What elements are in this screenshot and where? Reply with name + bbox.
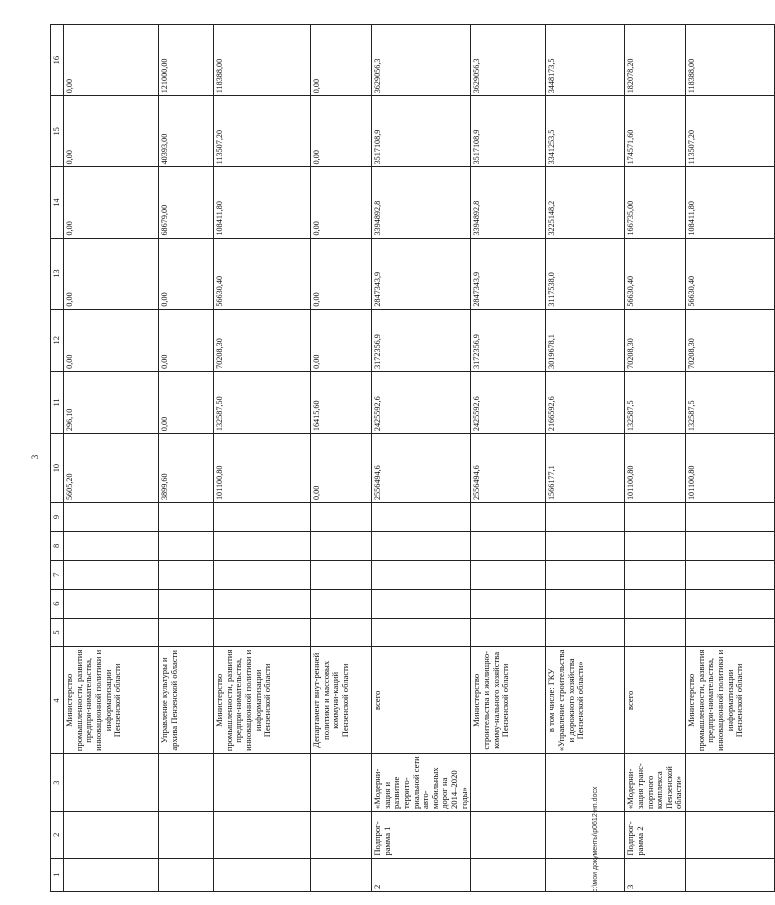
cell-col-3: «Модерни-зация и развитие террито-риальной сети авто-мобильных дорог на 2014–2020 годы»	[372, 754, 471, 812]
cell-col-14: 0,00	[64, 167, 159, 238]
cell-col-2	[471, 811, 546, 858]
cell-col-7	[471, 560, 546, 589]
cell-col-12: 0,00	[159, 309, 214, 371]
cell-col-7	[625, 560, 686, 589]
cell-col-1	[214, 858, 311, 891]
table-row	[214, 25, 311, 892]
page-number: 3	[30, 454, 40, 460]
cell-col-4: Министерство промышленности, развития предпри-нимательства, инновационной политики и информатизации Пензенской области	[64, 647, 159, 754]
cell-col-3	[686, 754, 775, 812]
column-number: 7	[51, 560, 64, 589]
cell-col-2	[311, 811, 372, 858]
cell-col-10: 1566177,1	[546, 434, 625, 503]
cell-col-10: 101100,80	[686, 434, 775, 503]
cell-col-15: 3517108,9	[471, 96, 546, 167]
cell-col-8	[311, 531, 372, 560]
cell-col-10: 2556494,6	[372, 434, 471, 503]
cell-col-10: 2556494,6	[471, 434, 546, 503]
table-row	[625, 25, 686, 892]
cell-col-2	[64, 811, 159, 858]
cell-col-7	[159, 560, 214, 589]
cell-col-3	[311, 754, 372, 812]
cell-col-4: Департамент внут-ренней политики и массовых коммуни-каций Пензенской области	[311, 647, 372, 754]
cell-col-11: 2425592,6	[372, 371, 471, 433]
cell-col-11: 132587,50	[214, 371, 311, 433]
cell-col-13: 2847343,9	[471, 238, 546, 309]
cell-col-9	[311, 503, 372, 532]
cell-col-13: 0,00	[311, 238, 372, 309]
column-number: 4	[51, 647, 64, 754]
cell-col-13: 56630,40	[214, 238, 311, 309]
cell-col-4: Министерство промышленности, развития предпри-нимательства, инновационной политики и информатизации Пензенской области	[686, 647, 775, 754]
cell-col-5	[159, 618, 214, 647]
cell-col-5	[214, 618, 311, 647]
cell-col-1: 3	[625, 858, 686, 891]
cell-col-8	[159, 531, 214, 560]
column-number: 10	[51, 434, 64, 503]
cell-col-3	[214, 754, 311, 812]
table-row	[686, 25, 775, 892]
cell-col-2: Подпрог-рамма 1	[372, 811, 471, 858]
cell-col-2	[686, 811, 775, 858]
cell-col-11: 16415,60	[311, 371, 372, 433]
file-path-footer: c:\мои документы\р0612-нп.docx	[592, 786, 599, 892]
cell-col-4: Министерство промышленности, развития предпри-нимательства, инновационной политики и информатизации Пензенской области	[214, 647, 311, 754]
cell-col-3	[471, 754, 546, 812]
cell-col-13: 3117538,0	[546, 238, 625, 309]
cell-col-15: 0,00	[64, 96, 159, 167]
cell-col-6	[686, 589, 775, 618]
cell-col-1	[311, 858, 372, 891]
cell-col-10: 3899,60	[159, 434, 214, 503]
cell-col-6	[311, 589, 372, 618]
cell-col-12: 3172356,9	[471, 309, 546, 371]
rotated-content	[30, 22, 745, 892]
cell-col-11: 2166592,6	[546, 371, 625, 433]
cell-col-5	[311, 618, 372, 647]
cell-col-6	[546, 589, 625, 618]
cell-col-5	[625, 618, 686, 647]
cell-col-12: 70208,30	[686, 309, 775, 371]
column-number: 11	[51, 371, 64, 433]
cell-col-16: 118388,00	[686, 25, 775, 96]
cell-col-9	[625, 503, 686, 532]
cell-col-12: 70208,30	[214, 309, 311, 371]
cell-col-12: 70208,30	[625, 309, 686, 371]
cell-col-14: 108411,80	[686, 167, 775, 238]
cell-col-9	[546, 503, 625, 532]
cell-col-12: 3172356,9	[372, 309, 471, 371]
cell-col-5	[686, 618, 775, 647]
cell-col-15: 113507,20	[214, 96, 311, 167]
table-row	[372, 25, 471, 892]
cell-col-8	[686, 531, 775, 560]
column-number-row	[51, 25, 64, 892]
table-row	[64, 25, 159, 892]
cell-col-1	[471, 858, 546, 891]
cell-col-11: 0,00	[159, 371, 214, 433]
column-number: 8	[51, 531, 64, 560]
cell-col-14: 108411,80	[214, 167, 311, 238]
cell-col-15: 174571,60	[625, 96, 686, 167]
cell-col-13: 0,00	[64, 238, 159, 309]
cell-col-1	[64, 858, 159, 891]
cell-col-13: 0,00	[159, 238, 214, 309]
cell-col-15: 0,00	[311, 96, 372, 167]
column-number: 6	[51, 589, 64, 618]
cell-col-7	[546, 560, 625, 589]
cell-col-3	[64, 754, 159, 812]
cell-col-8	[471, 531, 546, 560]
cell-col-14: 166735,00	[625, 167, 686, 238]
cell-col-1	[546, 858, 625, 891]
cell-col-15: 3517108,9	[372, 96, 471, 167]
cell-col-16: 3448173,5	[546, 25, 625, 96]
column-number: 12	[51, 309, 64, 371]
cell-col-8	[64, 531, 159, 560]
cell-col-1	[686, 858, 775, 891]
cell-col-10: 5605,20	[64, 434, 159, 503]
cell-col-14: 3394892,8	[471, 167, 546, 238]
cell-col-14: 68679,00	[159, 167, 214, 238]
cell-col-13: 56630,40	[686, 238, 775, 309]
table-row	[471, 25, 546, 892]
cell-col-14: 3394892,8	[372, 167, 471, 238]
cell-col-7	[311, 560, 372, 589]
cell-col-7	[686, 560, 775, 589]
cell-col-7	[372, 560, 471, 589]
cell-col-11: 2425592,6	[471, 371, 546, 433]
cell-col-11: 132587,5	[686, 371, 775, 433]
cell-col-3	[546, 754, 625, 812]
cell-col-16: 182078,20	[625, 25, 686, 96]
cell-col-5	[372, 618, 471, 647]
cell-col-10: 0,00	[311, 434, 372, 503]
cell-col-15: 40393,00	[159, 96, 214, 167]
cell-col-4: Министерство строительства и жилищно-комму-нального хозяйства Пензенской области	[471, 647, 546, 754]
cell-col-7	[214, 560, 311, 589]
cell-col-5	[471, 618, 546, 647]
cell-col-2	[159, 811, 214, 858]
column-number: 15	[51, 96, 64, 167]
cell-col-5	[546, 618, 625, 647]
cell-col-8	[372, 531, 471, 560]
cell-col-4: всего	[372, 647, 471, 754]
cell-col-9	[471, 503, 546, 532]
cell-col-7	[64, 560, 159, 589]
cell-col-16: 0,00	[64, 25, 159, 96]
column-number: 1	[51, 858, 64, 891]
cell-col-15: 113507,20	[686, 96, 775, 167]
cell-col-1	[159, 858, 214, 891]
cell-col-16: 118388,00	[214, 25, 311, 96]
cell-col-11: 296,10	[64, 371, 159, 433]
table-row	[311, 25, 372, 892]
cell-col-6	[159, 589, 214, 618]
cell-col-8	[546, 531, 625, 560]
cell-col-16: 0,00	[311, 25, 372, 96]
cell-col-6	[64, 589, 159, 618]
cell-col-6	[214, 589, 311, 618]
cell-col-12: 0,00	[311, 309, 372, 371]
column-number: 14	[51, 167, 64, 238]
cell-col-2	[546, 811, 625, 858]
cell-col-4: всего	[625, 647, 686, 754]
column-number: 9	[51, 503, 64, 532]
column-number: 16	[51, 25, 64, 96]
cell-col-9	[686, 503, 775, 532]
cell-col-4: в том числе: ГКУ «Управление строительства и дорожного хозяйства Пензенской области»	[546, 647, 625, 754]
cell-col-6	[625, 589, 686, 618]
table-row	[546, 25, 625, 892]
cell-col-9	[372, 503, 471, 532]
column-number: 13	[51, 238, 64, 309]
cell-col-10: 101100,80	[625, 434, 686, 503]
cell-col-6	[471, 589, 546, 618]
table-row	[159, 25, 214, 892]
cell-col-13: 2847343,9	[372, 238, 471, 309]
cell-col-14: 3225148,2	[546, 167, 625, 238]
cell-col-9	[214, 503, 311, 532]
cell-col-12: 3019678,1	[546, 309, 625, 371]
cell-col-9	[64, 503, 159, 532]
cell-col-16: 3629056,3	[372, 25, 471, 96]
cell-col-9	[159, 503, 214, 532]
cell-col-16: 121000,00	[159, 25, 214, 96]
cell-col-1: 2	[372, 858, 471, 891]
cell-col-6	[372, 589, 471, 618]
cell-col-3	[159, 754, 214, 812]
cell-col-16: 3629056,3	[471, 25, 546, 96]
cell-col-5	[64, 618, 159, 647]
cell-col-3: «Модерни-зация транс-портного комплекса Пензенской области»	[625, 754, 686, 812]
cell-col-2	[214, 811, 311, 858]
column-number: 2	[51, 811, 64, 858]
cell-col-8	[625, 531, 686, 560]
cell-col-4: Управление культуры и архива Пензенской области	[159, 647, 214, 754]
cell-col-15: 3341253,5	[546, 96, 625, 167]
cell-col-12: 0,00	[64, 309, 159, 371]
cell-col-13: 56630,40	[625, 238, 686, 309]
cell-col-2: Подпрог-рамма 2	[625, 811, 686, 858]
budget-table	[50, 24, 775, 892]
cell-col-11: 132587,5	[625, 371, 686, 433]
cell-col-10: 101100,80	[214, 434, 311, 503]
cell-col-14: 0,00	[311, 167, 372, 238]
column-number: 5	[51, 618, 64, 647]
cell-col-8	[214, 531, 311, 560]
column-number: 3	[51, 754, 64, 812]
